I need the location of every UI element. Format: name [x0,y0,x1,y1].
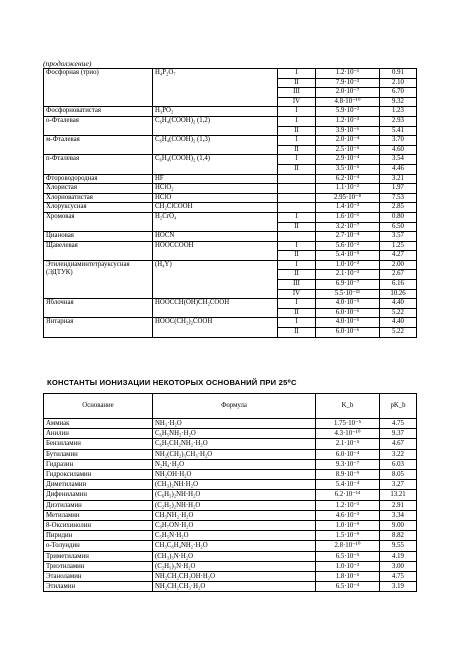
base-pkb: 4.19 [380,551,417,561]
base-formula: NH₃·H₂O [153,419,316,429]
base-pkb: 4.75 [380,572,417,582]
acid-name: м-Фталевая [44,136,153,155]
base-formula: NH₂CH₂CH₂OH·H₂O [153,572,316,582]
acid-pka: 3.57 [380,232,417,242]
base-row [44,510,417,520]
acid-pka: 4.60 [380,145,417,155]
base-name: Диэтиламин [44,500,153,510]
acid-row [44,299,417,309]
base-pkb: 13.21 [380,490,417,500]
acid-name: Хромовая [44,212,153,231]
acid-pka: 3.21 [380,174,417,184]
acid-step: I [278,212,316,222]
base-row [44,582,417,592]
acid-formula: H₄P₂O₇ [153,69,278,107]
bases-header-row [44,394,417,419]
base-row [44,470,417,480]
base-formula: NH₂(CH₂)₃CH₃·H₂O [153,449,316,459]
acid-ka: 5.5·10⁻¹¹ [316,289,380,299]
acid-step [278,193,316,203]
acid-step: II [278,251,316,261]
acid-row [44,174,417,184]
acid-row [44,260,417,270]
base-pkb: 3.34 [380,510,417,520]
base-formula: (C₂H₅)₂NH·H₂O [153,500,316,510]
acid-ka: 4.0·10⁻⁵ [316,318,380,328]
acid-pka: 3.70 [380,136,417,146]
acid-row [44,155,417,165]
acid-step [278,174,316,184]
base-pkb: 3.19 [380,582,417,592]
base-pkb: 2.91 [380,500,417,510]
acid-formula: HOOCCH(OH)CH₂COOH [153,299,278,318]
acid-step: II [278,328,316,338]
base-formula: (CH₃)₃N·H₂O [153,551,316,561]
base-kb: 1.2·10⁻³ [316,500,380,510]
acid-row [44,116,417,126]
base-pkb: 3.27 [380,480,417,490]
acid-ka: 7.9·10⁻³ [316,78,380,88]
acid-ka: 6.0·10⁻⁶ [316,328,380,338]
acid-name: Яблочная [44,299,153,318]
base-kb: 5.4·10⁻⁴ [316,480,380,490]
base-row [44,572,417,582]
base-formula: C₉H₇ON·H₂O [153,521,316,531]
acid-pka: 4.40 [380,318,417,328]
acid-ka: 3.2·10⁻⁷ [316,222,380,232]
acid-formula: HOCN [153,232,278,242]
acid-name: Фтороводородная [44,174,153,184]
acid-row [44,69,417,79]
acid-pka: 5.41 [380,126,417,136]
acid-pka: 1.25 [380,241,417,251]
base-kb: 1.75·10⁻⁵ [316,419,380,429]
acid-step: II [278,222,316,232]
acid-step: IV [278,97,316,107]
acid-pka: 6.70 [380,88,417,98]
base-row [44,561,417,571]
base-row [44,500,417,510]
acid-ka: 3.5·10⁻⁵ [316,164,380,174]
acid-ka: 1.1·10⁻² [316,184,380,194]
acid-ka: 5.4·10⁻⁵ [316,251,380,261]
base-constants-table [43,393,417,592]
acid-pka: 6.50 [380,222,417,232]
base-kb: 1.8·10⁻⁵ [316,572,380,582]
acid-pka: 2.67 [380,270,417,280]
base-name: Этиламин [44,582,153,592]
acid-pka: 5.22 [380,308,417,318]
base-formula: NH₂CH₂CH₃·H₂O [153,582,316,592]
acid-row [44,203,417,213]
acid-step: I [278,155,316,165]
acid-step: IV [278,289,316,299]
acid-name: Хлоруксусная [44,203,153,213]
base-name: 8-Оксихинолин [44,521,153,531]
acid-ka: 2.0·10⁻⁷ [316,88,380,98]
base-kb: 4.6·10⁻³ [316,510,380,520]
header-kb: K_b [316,394,380,419]
acid-pka: 6.16 [380,280,417,290]
base-formula: N₂H₄·H₂O [153,459,316,469]
base-pkb: 4.75 [380,419,417,429]
base-row [44,459,417,469]
acid-row [44,241,417,251]
acid-step [278,184,316,194]
acid-row [44,193,417,203]
acid-ka: 2.7·10⁻⁴ [316,232,380,242]
acid-ka: 1.2·10⁻³ [316,116,380,126]
acid-formula: CH₂ClCOOH [153,203,278,213]
base-formula: (C₆H₅)₂NH·H₂O [153,490,316,500]
acid-step: I [278,260,316,270]
base-row [44,490,417,500]
acid-ka: 6.9·10⁻⁷ [316,280,380,290]
acid-step: I [278,107,316,117]
base-name: Аммиак [44,419,153,429]
acid-ka: 1.2·10⁻¹ [316,69,380,79]
base-kb: 6.2·10⁻¹⁴ [316,490,380,500]
acid-pka: 7.53 [380,193,417,203]
base-pkb: 3.00 [380,561,417,571]
base-formula: (CH₃)₂NH·H₂O [153,480,316,490]
header-formula: Формула [153,394,316,419]
acid-step [278,203,316,213]
acid-step: I [278,299,316,309]
acid-row [44,107,417,117]
acid-name: Фосфорноватистая [44,107,153,117]
base-kb: 6.0·10⁻⁴ [316,449,380,459]
acid-pka: 1.23 [380,107,417,117]
continuation-note: (продолжение) [43,59,92,68]
acid-step: III [278,280,316,290]
acid-row [44,184,417,194]
base-kb: 9.3·10⁻⁷ [316,459,380,469]
acid-step: I [278,69,316,79]
acid-formula: HClO [153,193,278,203]
bases-section-title: КОНСТАНТЫ ИОНИЗАЦИИ НЕКОТОРЫХ ОСНОВАНИЙ ПРИ 25⁰С [47,378,297,387]
acid-ka: 3.9·10⁻⁶ [316,126,380,136]
header-pkb: pK_b [380,394,417,419]
base-row [44,449,417,459]
acid-step: II [278,126,316,136]
base-formula: C₆H₅CH₂NH₂·H₂O [153,439,316,449]
base-pkb: 9.37 [380,429,417,439]
acid-formula: HClO₂ [153,184,278,194]
acid-formula: HOOCCOOH [153,241,278,260]
base-name: Дифениламин [44,490,153,500]
acid-name: Циановая [44,232,153,242]
acid-step: II [278,145,316,155]
acid-ka: 2.5·10⁻⁵ [316,145,380,155]
acid-name: Щавелевая [44,241,153,260]
base-kb: 8.9·10⁻⁹ [316,470,380,480]
acid-ka: 1.6·10⁻¹ [316,212,380,222]
base-name: Гидроксиламин [44,470,153,480]
acid-pka: 0.80 [380,212,417,222]
base-name: Метиламин [44,510,153,520]
acid-pka: 2.10 [380,78,417,88]
base-name: Триэтиламин [44,561,153,571]
acid-ka: 4.0·10⁻⁵ [316,299,380,309]
base-name: Триметиламин [44,551,153,561]
acid-name: Этилендиаминтетрауксусная (ЭДТУК) [44,260,153,298]
acid-pka: 4.27 [380,251,417,261]
acid-pka: 5.22 [380,328,417,338]
acid-name: o-Фталевая [44,116,153,135]
base-kb: 2.8·10⁻¹⁰ [316,541,380,551]
acid-formula: H₂CrO₄ [153,212,278,231]
acid-pka: 2.93 [380,116,417,126]
base-name: Пиридин [44,531,153,541]
acid-ka: 5.9·10⁻² [316,107,380,117]
acid-step: III [278,88,316,98]
acid-name: Фосфорная (трио) [44,69,153,107]
base-pkb: 8.82 [380,531,417,541]
base-row [44,419,417,429]
acid-row [44,136,417,146]
base-row [44,541,417,551]
acid-name: п-Фталевая [44,155,153,174]
acid-step: II [278,164,316,174]
acid-formula: HF [153,174,278,184]
acid-ka: 2.95·10⁻⁸ [316,193,380,203]
acid-ka: 1.4·10⁻³ [316,203,380,213]
acid-formula: HOOC(CH₂)₂COOH [153,318,278,337]
acid-pka: 2.85 [380,203,417,213]
base-pkb: 9.00 [380,521,417,531]
base-name: Бензиламин [44,439,153,449]
acid-step: II [278,270,316,280]
base-pkb: 9.55 [380,541,417,551]
base-name: Этаноламин [44,572,153,582]
acid-formula: (H₄Y) [153,260,278,298]
acid-formula: C₆H₄(COOH)₂ (1,2) [153,116,278,135]
acid-ka: 6.0·10⁻⁶ [316,308,380,318]
acid-pka: 4.40 [380,299,417,309]
acid-step: II [278,78,316,88]
base-kb: 6.5·10⁻⁵ [316,551,380,561]
acid-name: Хлористая [44,184,153,194]
acid-row [44,318,417,328]
base-formula: (C₂H₅)₃N·H₂O [153,561,316,571]
acid-step: I [278,318,316,328]
base-name: Бутиламин [44,449,153,459]
base-kb: 2.1·10⁻⁵ [316,439,380,449]
acid-row [44,212,417,222]
base-name: Гидразин [44,459,153,469]
acid-pka: 1.97 [380,184,417,194]
base-pkb: 8.05 [380,470,417,480]
acid-pka: 4.46 [380,164,417,174]
base-row [44,429,417,439]
acid-step [278,232,316,242]
acid-ka: 6.2·10⁻⁴ [316,174,380,184]
acid-pka: 3.54 [380,155,417,165]
base-kb: 1.0·10⁻³ [316,561,380,571]
base-row [44,439,417,449]
acid-ka: 4.8·10⁻¹⁰ [316,97,380,107]
acid-step: I [278,136,316,146]
acid-formula: C₆H₄(COOH)₂ (1,3) [153,136,278,155]
acid-ka: 1.0·10⁻² [316,260,380,270]
acid-name: Хлорноватистая [44,193,153,203]
acid-ka: 2.1·10⁻³ [316,270,380,280]
acid-formula: C₆H₄(COOH)₂ (1,4) [153,155,278,174]
acid-pka: 10.26 [380,289,417,299]
acid-step: I [278,116,316,126]
acid-step: II [278,308,316,318]
base-row [44,480,417,490]
base-formula: NH₂OH·H₂O [153,470,316,480]
base-formula: C₅H₅N·H₂O [153,531,316,541]
acid-constants-table [43,68,417,338]
base-row [44,521,417,531]
base-name: Анилин [44,429,153,439]
header-base: Основание [44,394,153,419]
acid-step: I [278,241,316,251]
base-kb: 1.0·10⁻⁹ [316,521,380,531]
base-kb: 6.5·10⁻⁴ [316,582,380,592]
acid-ka: 5.6·10⁻² [316,241,380,251]
base-row [44,531,417,541]
base-row [44,551,417,561]
base-name: о-Толуидин [44,541,153,551]
acid-pka: 9.32 [380,97,417,107]
base-pkb: 4.67 [380,439,417,449]
base-kb: 4.3·10⁻¹⁰ [316,429,380,439]
base-pkb: 3.22 [380,449,417,459]
acid-pka: 0.91 [380,69,417,79]
base-pkb: 6.03 [380,459,417,469]
base-name: Диметиламин [44,480,153,490]
acid-name: Янтарная [44,318,153,337]
acid-pka: 2.00 [380,260,417,270]
acid-ka: 2.0·10⁻⁴ [316,136,380,146]
acid-formula: H₃PO₂ [153,107,278,117]
base-formula: CH₃C₆H₄NH₂·H₂O [153,541,316,551]
base-formula: CH₃NH₂·H₂O [153,510,316,520]
base-kb: 1.5·10⁻⁹ [316,531,380,541]
acid-ka: 2.9·10⁻⁴ [316,155,380,165]
acid-row [44,232,417,242]
base-formula: C₆H₅NH₂·H₂O [153,429,316,439]
